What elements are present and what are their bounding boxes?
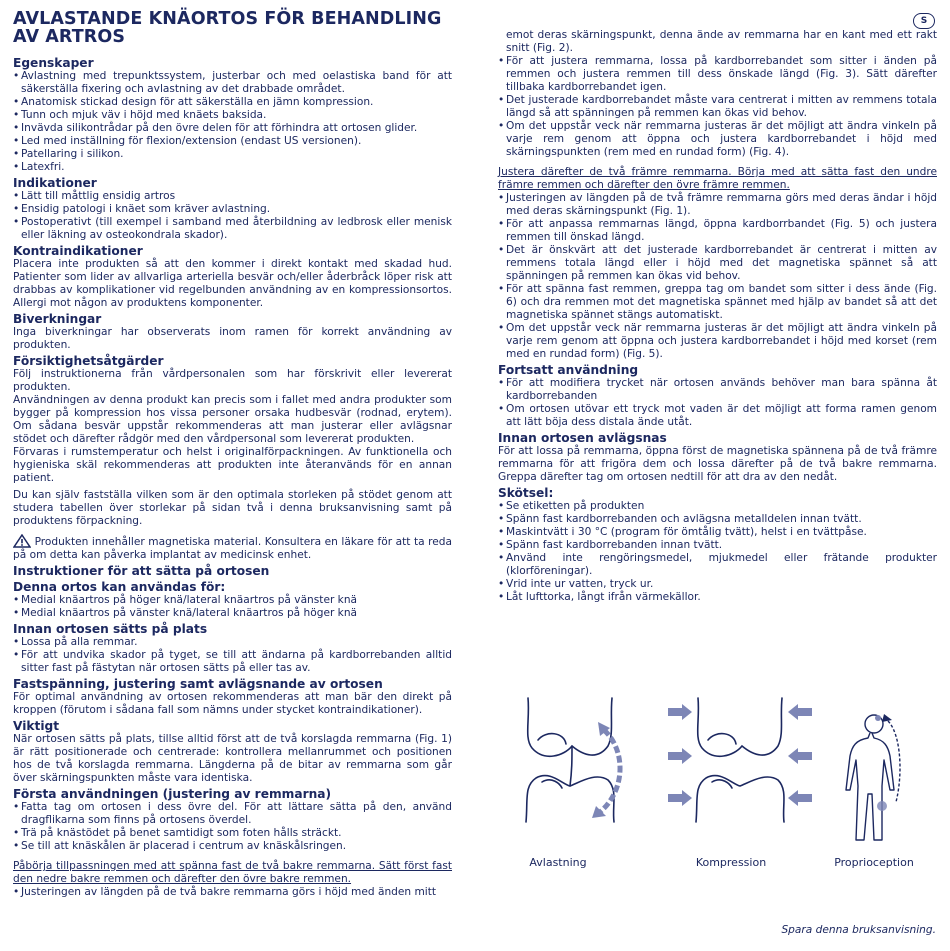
compression-arrows: [668, 704, 812, 806]
knee-illustrations: [500, 690, 940, 880]
left-column: [13, 54, 452, 899]
innan-avlagsnas-heading: Innan ortosen avlägsnas: [498, 431, 667, 445]
list-item: • För att spänna fast remmen, greppa tag om bandet som sitter i dess ände (Fig. 6) och dra remmen mot det magnetiska spännet med hjälp av bandet så att det magnetiska spännet stängs automatiskt.: [498, 283, 937, 322]
forsiktighet-p4: Du kan själv fastställa vilken som är den optimala storleken på stödet genom att studera tabellen över storlekar på sidan två i denna bruksanvisning samt på produktens förpackning.: [13, 489, 452, 527]
list-item: • Spänn fast kardborrebanden innan tvätt.: [498, 539, 937, 552]
list-item: • Se till att knäskålen är placerad i centrum av knäskålsringen.: [13, 840, 452, 853]
knee-avlastning-illustration: [526, 698, 614, 822]
bakre-remmar-instruction: Påbörja tillpassningen med att spänna fast de två bakre remmarna. Sätt först fast den nedre bakre remmen och därefter den övre bakre remmen.: [13, 860, 452, 885]
list-item: • Latexfri.: [13, 161, 452, 174]
footer-note: Spara denna bruksanvisning.: [781, 924, 936, 936]
viktigt-heading: Viktigt: [13, 719, 60, 733]
list-item: • Anatomisk stickad design för att säkerställa en jämn kompression.: [13, 96, 452, 109]
list-item: • Låt lufttorka, långt ifrån värmekällor.: [498, 591, 937, 604]
knee-kompression-illustration: [696, 698, 784, 822]
list-item: • Medial knäartros på höger knä/lateral knäartros på vänster knä: [13, 594, 452, 607]
egenskaper-heading: Egenskaper: [13, 56, 94, 70]
bakre-remmar-list: [13, 886, 452, 899]
list-item: • Patellaring i silikon.: [13, 148, 452, 161]
innan-heading: Innan ortosen sätts på plats: [13, 622, 208, 636]
list-item: • Det justerade kardborrebandet måste vara centrerat i mitten av remmens totala längd så att spänningen på remmen kan ökas vid behov.: [498, 94, 937, 120]
figure-label-avlastning: Avlastning: [529, 856, 587, 869]
fastspanning-text: För optimal användning av ortosen rekommenderas att man bär den direkt på kroppen (förutom i sådana fall som nämns under stycket kontraindikationer).: [13, 691, 452, 716]
forsiktighet-p2: Användningen av denna produkt kan precis som i fallet med andra produkter som bygger på kompression hos vissa personer orsaka hudbesvär (rodnad, erytem). Om sådana besvär uppstår rekommenderas att man justerar eller avlägsnar stödet och därefter rådgör med den vårdpersonal som levererat produkten.: [13, 394, 452, 445]
framre-remmar-instruction: Justera därefter de två främre remmarna. Börja med att sätta fast den undre främre remmen och därefter den övre främre remmen.: [498, 166, 937, 191]
list-item: • Om det uppstår veck när remmarna justeras är det möjligt att ändra vinkeln på varje rem genom att öppna och justera kardborrebandet i höjd med skärningspunkten (rem med en rundad form) (Fig. 4).: [498, 120, 937, 159]
indikationer-heading: Indikationer: [13, 176, 97, 190]
list-item: • Fatta tag om ortosen i dess övre del. För att lättare sätta på den, använd dragflikarna som finns på ortosens överdel.: [13, 801, 452, 827]
right-column: [498, 29, 937, 604]
list-item: • Led med inställning för flexion/extension (endast US versionen).: [13, 135, 452, 148]
forsiktighet-p3: Förvaras i rumstemperatur och helst i originalförpackningen. Av funktionella och hygieniska skäl rekommenderas att produkten inte återanvänds för en annan patient.: [13, 446, 452, 484]
innan-avlagsnas-text: För att lossa på remmarna, öppna först de magnetiska spännena på de två främre remmarna för att frigöra dem och lossa därefter på de två bakre remmarna. Greppa därefter tag om ortosen nedtill för att dra av den nedåt.: [498, 445, 937, 483]
egenskaper-list: [13, 70, 452, 174]
list-item: • Om ortosen utövar ett tryck mot vaden är det möjligt att forma ramen genom att lätt böja dess distala ände utåt.: [498, 403, 937, 429]
list-item: • Trä på knästödet på benet samtidigt som foten hålls sträckt.: [13, 827, 452, 840]
list-item: • Det är önskvärt att det justerade kardborrebandet är centrerat i mitten av remmens totala längd eller i höjd med det magnetiska spännet så att spänningen på remmen kan ökas vid behov.: [498, 244, 937, 283]
biverkningar-heading: Biverkningar: [13, 312, 102, 326]
skotsel-heading: Skötsel:: [498, 486, 554, 500]
figure-label-kompression: Kompression: [695, 856, 767, 869]
kontraindikationer-text: Placera inte produkten så att den kommer i direkt kontakt med skadad hud. Patienter som lider av allvarliga arteriella besvär och/eller åderbråck löper risk att drabbas av komplikationer vid regelbunden användning av en kompressionsortos. Allergi mot någon av produktens komponenter.: [13, 258, 452, 309]
list-item: • Ensidig patologi i knäet som kräver avlastning.: [13, 203, 452, 216]
right-list-1: [498, 55, 937, 159]
list-item: • För att justera remmarna, lossa på kardborrebandet som sitter i änden på remmen och justera remmen till dess önskade längd (Fig. 3). Sätt därefter tillbaka kardborrebandet igen.: [498, 55, 937, 94]
list-item: • Spänn fast kardborrebanden och avlägsna metalldelen innan tvätt.: [498, 513, 937, 526]
list-item: • Tunn och mjuk väv i höjd med knäets baksida.: [13, 109, 452, 122]
continued-text: emot deras skärningspunkt, denna ände av remmarna har en kant med ett rakt snitt (Fig. 2).: [506, 29, 937, 54]
list-item: • Medial knäartros på vänster knä/lateral knäartros på höger knä: [13, 607, 452, 620]
list-item: • Justeringen av längden på de två bakre remmarna görs i höjd med änden mitt: [13, 886, 452, 899]
body-proprioception-illustration: [846, 715, 894, 840]
list-item: • Använd inte rengöringsmedel, mjukmedel eller frätande produkter (klorföreningar).: [498, 552, 937, 578]
list-item: • Invävda silikontrådar på den övre delen för att förhindra att ortosen glider.: [13, 122, 452, 135]
biverkningar-text: Inga biverkningar har observerats inom ramen för korrekt användning av produkten.: [13, 326, 452, 351]
list-item: • Om det uppstår veck när remmarna justeras är det möjligt att ändra vinkeln på varje rem genom att öppna och justera kardborrebandet i höjd med korset (rem med en rundad form) (Fig. 5).: [498, 322, 937, 361]
fortsatt-heading: Fortsatt användning: [498, 363, 639, 377]
list-item: • För att modifiera trycket när ortosen används behöver man bara spänna åt kardborrebanden: [498, 377, 937, 403]
forsta-list: [13, 801, 452, 853]
innan-list: [13, 636, 452, 675]
warning-paragraph: [13, 534, 452, 562]
fortsatt-list: [498, 377, 937, 429]
instruktioner-heading: Instruktioner för att sätta på ortosen: [13, 564, 270, 578]
list-item: • Lossa på alla remmar.: [13, 636, 452, 649]
list-item: • Justeringen av längden på de två främre remmarna görs med deras ändar i höjd med deras skärningspunkt (Fig. 1).: [498, 192, 937, 218]
right-list-2: [498, 192, 937, 361]
list-item: • Maskintvätt i 30 °C (program för ömtålig tvätt), helst i en tvättpåse.: [498, 526, 937, 539]
document-title: AVLASTANDE KNÄORTOS FÖR BEHANDLING AV ARTROS: [13, 9, 442, 47]
list-item: • Avlastning med trepunktssystem, justerbar och med oelastiska band för att säkerställa fixering och avlastning av det drabbade området.: [13, 70, 452, 96]
kontraindikationer-heading: Kontraindikationer: [13, 244, 143, 258]
list-item: • Postoperativt (till exempel i samband med återbildning av ledbrosk eller menisk eller läkning av osteokondrala skador).: [13, 216, 452, 242]
head-highlight: [875, 715, 881, 721]
indikationer-list: [13, 190, 452, 242]
viktigt-text: När ortosen sätts på plats, tillse alltid först att de två korslagda remmarna (Fig. 1) är rätt positionerade och centrerade: kontrollera mellanrummet och positionen hos de två korslagda remmarna. Längderna på de bitar av remmarna som går över skärningspunkten måste vara identiska.: [13, 733, 452, 784]
list-item: • Vrid inte ur vatten, tryck ur.: [498, 578, 937, 591]
language-badge: S: [913, 13, 935, 29]
figure-label-proprioception: Proprioception: [834, 856, 914, 869]
warning-text: Produkten innehåller magnetiska material. Konsultera en läkare för att ta reda på om detta kan påverka implantat av medicinsk enhet.: [13, 536, 452, 561]
list-item: • Se etiketten på produkten: [498, 500, 937, 513]
anvandas-for-heading: Denna ortos kan användas för:: [13, 580, 226, 594]
forsiktighet-heading: Försiktighetsåtgärder: [13, 354, 164, 368]
forsta-heading: Första användningen (justering av remmarna): [13, 787, 332, 801]
fastspanning-heading: Fastspänning, justering samt avlägsnande av ortosen: [13, 677, 383, 691]
list-item: • För att undvika skador på tyget, se till att ändarna på kardborrebanden alltid sitter fast på fästytan när ortosen sätts på eller tas av.: [13, 649, 452, 675]
forsiktighet-p1: Följ instruktionerna från vårdpersonalen som har förskrivit eller levererat produkten.: [13, 368, 452, 393]
warning-triangle-icon: [13, 536, 31, 548]
list-item: • För att anpassa remmarnas längd, öppna kardborrbandet (Fig. 5) och justera remmen till önskad längd.: [498, 218, 937, 244]
list-item: • Lätt till måttlig ensidig artros: [13, 190, 452, 203]
anvandas-for-list: [13, 594, 452, 620]
skotsel-list: [498, 500, 937, 604]
knee-highlight: [877, 801, 887, 811]
arrow-head-icon: [882, 714, 892, 722]
